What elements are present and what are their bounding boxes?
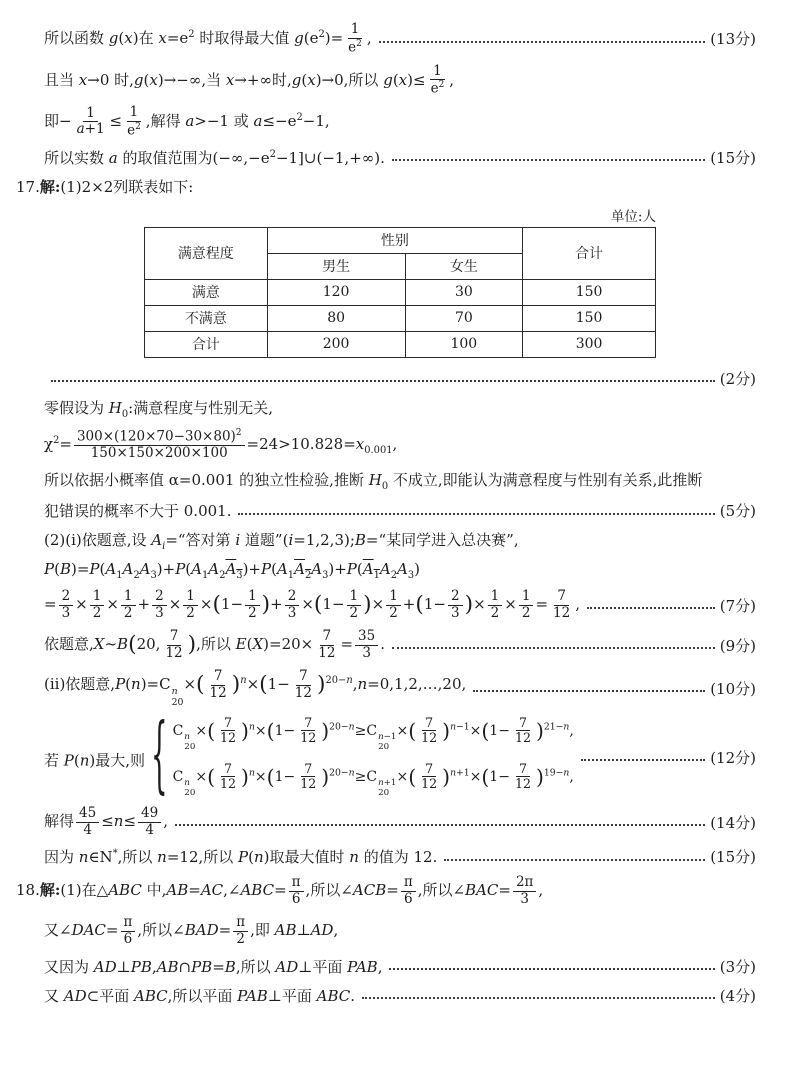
line-conclusion-b	[44, 496, 756, 525]
table-header-gender: 性别	[267, 227, 522, 253]
score-label: (15分)	[710, 148, 756, 167]
table-cell: 不满意	[145, 305, 268, 331]
score-label: (3分)	[719, 957, 756, 976]
line-text: = $\frac{2}{3}$ × $\frac{1}{2}$ × $\frac{1}{2}$ + $\frac{2}{3}$ × $\frac{1}{2}$ ×(1− $\frac{1}{2}$ )+ $\frac{2}{3}$ ×(1− $\frac{1}{2}$ )× $\frac{1}{2}$ +(1− $\frac{2}{3}$ )× $\frac{1}{2}$ × $\frac{1}{2}$ = $\frac{7}{12}$ ,	[44, 588, 580, 621]
table-cell: 70	[405, 305, 523, 331]
table-cell: 30	[405, 279, 523, 305]
line-text: 又因为 AD⊥PB,AB∩PB=B,所以 AD⊥平面 PAB,	[44, 957, 383, 976]
dotted-leader	[238, 513, 714, 515]
dotted-leader	[379, 41, 706, 43]
table-header-male: 男生	[267, 253, 405, 279]
score-label: (15分)	[710, 848, 756, 867]
score-label: (9分)	[719, 636, 756, 655]
line-chi-square	[44, 424, 756, 466]
score-label: (4分)	[719, 986, 756, 1005]
score-label: (5分)	[719, 502, 756, 521]
contingency-table	[144, 227, 656, 358]
table-cell: 合计	[145, 331, 268, 357]
table-header-satisfaction: 满意程度	[145, 227, 268, 279]
line-text: 解得 $\frac{45}{4}$ ≤n≤ $\frac{49}{4}$ ,	[44, 805, 168, 838]
unit-label: 单位:人	[610, 208, 656, 225]
line-text: 犯错误的概率不大于 0.001.	[44, 502, 232, 521]
line-text: 所以实数 a 的取值范围为$(-\infty,-e^2-1]\cup(-1,+\infty)$.	[44, 148, 385, 167]
line-problem-18	[16, 871, 756, 911]
line-range-a	[44, 143, 756, 172]
line-expectation	[44, 625, 756, 665]
table-row	[145, 305, 656, 331]
line-text: (2)(i)依题意,设 $A_i=“$答对第 i 道题”(i=1,2,3);B=“某同学进入总决赛”,	[44, 531, 519, 553]
line-n-answer	[44, 842, 756, 871]
line-solve-n	[44, 802, 756, 842]
score-label: (13分)	[710, 30, 756, 49]
line-2i-setup	[44, 525, 756, 556]
line-text: $P(B)=P(A_1A_2A_3)+P(A_1A_2A_3)+P(A_1A_2A_3)+P(A_1A_2A_3)$	[44, 560, 421, 582]
line-text: 且当 x→0 时,g(x)→−∞,当 x→+∞时,g(x)→0,所以 g(x)≤ $\frac{1}{e^2}$ ,	[44, 62, 455, 97]
line-text: 所以依据小概率值 α=0.001 的独立性检验,推断 $H_0$ 不成立,即能认为满意程度与性别有关系,此推断	[44, 471, 703, 493]
line-text: (ii)依题意,P(n)=C n 20 ×( $\frac{7}{12}$ )$^n$×(1− $\frac{7}{12}$ )$^{20-n}$,n=0,1,2,…,20,	[44, 668, 467, 708]
line-text: 若 P(n)最大,则 { C n 20 ×( $\frac{7}{12}$ )$^n$×(1− $\frac{7}{12}$ )$^{20-n}$≥C n−1 20 ×( $\frac{7}{12}$ )$^{n-1}$×(1− $\frac{7}{12}$ )$^{21-n}$, C n 20 ×( $\frac{7}{12}$ )$^n$×(1− $\frac{7}{12}$ )$^{20-n}$≥C n+1 20 ×( $\frac{7}{12}$ )$^{n+1}$×(1− $\frac{7}{12}$ )$^{19-n}$,	[44, 709, 574, 806]
line-pb-value	[44, 585, 756, 625]
table-cell: 100	[405, 331, 523, 357]
line-pn-system	[44, 709, 756, 806]
score-label: (7分)	[719, 596, 756, 615]
table-cell: 满意	[145, 279, 268, 305]
line-pb-expansion	[44, 556, 756, 585]
dotted-leader	[444, 859, 705, 861]
table-row	[145, 279, 656, 305]
contingency-table-wrap	[144, 227, 656, 358]
line-text: $\chi^2=$ $\frac{300\times(120\times 70-30\times 80)^2}{150\times 150\times 200\times 100}$ $=24>10.828=x_{0.001}$,	[44, 427, 398, 461]
table-cell: 150	[523, 305, 656, 331]
line-text: 零假设为 $H_0$:满意程度与性别无关,	[44, 398, 273, 420]
line-g-limits	[44, 60, 756, 102]
line-text: 又∠DAC= $\frac{\pi}{6}$ ,所以∠BAD= $\frac{\pi}{2}$ ,即 AB⊥AD,	[44, 914, 339, 947]
score-label: (2分)	[719, 369, 756, 388]
dotted-leader	[392, 647, 715, 649]
line-pn-formula	[44, 665, 756, 712]
dotted-leader	[362, 997, 715, 999]
dotted-leader	[587, 607, 715, 609]
line-null-hypothesis	[44, 393, 756, 424]
dotted-leader	[473, 690, 705, 692]
line-text: 所以函数 g(x)在 $x=e^2$ 时取得最大值 $g(e^2)=$ $\frac{1}{e^2}$ ,	[44, 21, 372, 56]
line-text: 即− $\frac{1}{a+1}$ ≤ $\frac{1}{e^2}$ ,解得 a>−1 或 $a\le-e^2-1$,	[44, 104, 330, 139]
table-cell: 200	[267, 331, 405, 357]
table-header-row	[145, 227, 656, 253]
table-row	[145, 331, 656, 357]
score-label: (10分)	[710, 679, 756, 698]
line-text: 又 AD⊂平面 ABC,所以平面 PAB⊥平面 ABC.	[44, 986, 356, 1005]
table-header-female: 女生	[405, 253, 523, 279]
line-problem-17	[16, 172, 756, 201]
line-table-score	[44, 364, 756, 393]
line-text: 依题意,X~B(20, $\frac{7}{12}$ ),所以 E(X)=20× $\frac{7}{12}$ = $\frac{35}{3}$ .	[44, 628, 385, 661]
solution-body-bottom	[16, 364, 756, 1010]
line-text: 因为 n∈N*,所以 n=12,所以 P(n)取最大值时 n 的值为 12.	[44, 848, 438, 867]
line-plane-perp-plane	[44, 981, 756, 1010]
table-header-total: 合计	[523, 227, 656, 279]
line-ad-perp-plane	[44, 952, 756, 981]
table-cell: 120	[267, 279, 405, 305]
line-angle-bad	[44, 911, 756, 951]
line-text: 17.解:(1)2×2列联表如下:	[16, 177, 194, 196]
table-cell: 150	[523, 279, 656, 305]
table-cell: 300	[523, 331, 656, 357]
dotted-leader	[581, 759, 705, 761]
score-label: (12分)	[710, 748, 756, 767]
table-cell: 80	[267, 305, 405, 331]
line-solve-a	[44, 101, 756, 143]
solution-body-top	[16, 18, 756, 201]
line-conclusion-a	[44, 465, 756, 496]
dotted-leader	[51, 380, 715, 382]
score-label: (14分)	[710, 813, 756, 832]
dotted-leader	[175, 824, 705, 826]
dotted-leader	[389, 968, 714, 970]
dotted-leader	[392, 159, 705, 161]
line-text: 18.解:(1)在△ABC 中,AB=AC,∠ABC= $\frac{\pi}{6}$ ,所以∠ACB= $\frac{\pi}{6}$ ,所以∠BAC= $\frac{2\pi}{3}$ ,	[16, 874, 544, 907]
system-brace: {	[151, 709, 168, 806]
line-g-max	[44, 18, 756, 60]
